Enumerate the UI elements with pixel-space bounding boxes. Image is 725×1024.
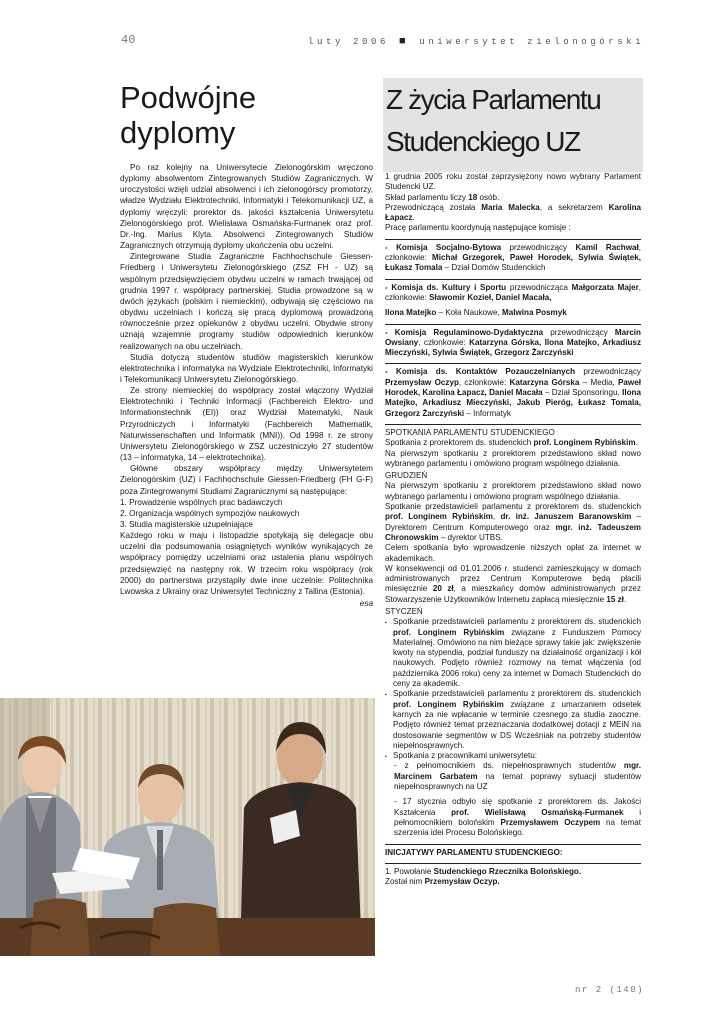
right-title-line2: Studenckiego UZ — [386, 126, 580, 157]
issue-date: luty 2006 — [308, 37, 390, 47]
list-item: 2. Organizacja wspólnych sympozjów naukowych — [120, 508, 300, 518]
list-item: 3. Studia magisterskie uzupełniające — [120, 520, 253, 529]
left-title-line1: Podwójne — [120, 80, 257, 115]
issue-number: nr 2 (140) — [575, 985, 645, 995]
meeting-text: Na pierwszym spotkaniu z prorektorem przedstawiono skład nowo wybranego parlamentu i omówiono program wspólnego działania. — [385, 448, 641, 468]
graduates-photo — [0, 698, 375, 956]
left-paragraph: Studia dotyczą studentów studiów magisterskich kierunków elektrotechnika i informatyka na Wydziale Elektrotechniki, Informatyki i Telekomunikacji Uniwersytetu Zielonogórskiego. — [120, 352, 373, 384]
january-item: ▪ Spotkanie przedstawicieli parlamentu z prorektorem ds. studenckich prof. Longinem Rybińskim związane z umarzaniem odsetek karnych za nie wpłacanie w terminie czesnego za studia zaoczne. Podjęto również temat przeznaczania dodatkowej dotacji z MEiN na dostosowanie segmentów w DS Wcześniak na potrzeby studentów niepełnosprawnych. — [385, 689, 641, 751]
page-number: 40 — [121, 33, 136, 47]
december-goal: Celem spotkania było wprowadzenie niższych opłat za internet w akademikach. — [385, 543, 641, 563]
section-meetings-heading: SPOTKANIA PARLAMENTU STUDENCKIEGO — [385, 424, 641, 438]
author-signature: esa — [359, 599, 373, 609]
committees-intro: Pracę parlamentu koordynują następujące komisje : — [385, 223, 571, 233]
chair-line: Przewodniczącą została Maria Malecka, a sekretarzem Karolina Łapacz. — [385, 202, 642, 223]
left-article-body — [120, 162, 373, 609]
left-closing-paragraph: Każdego roku w maju i listopadzie spotykają się delegacje obu uczelni dla podsumowania osiągniętych wyników wynikających ze współpracy pomiędzy uczelniami oraz ustalenia planu wspólnych przedsięwzięć na następny rok. W trzecim roku współpracy (rok 2000) do partnerstwa przystąpiły dwie inne uczelnie: Politechnika Lwowska z Ukrainy oraz Uniwersytet Techniczny z Tallina (Estonia). — [120, 531, 373, 596]
left-paragraph: Po raz kolejny na Uniwersytecie Zielonogórskim wręczono dyplomy absolwentom Zintegrowanych Studiów Zagranicznych. W uroczystości wzięli udział absolwenci i ich zielonogórscy promotorzy, władze Wydziału Elektrotechniki, Informatyki i Telekomunikacji UZ, a dyplomy wręczyli: prorektor ds. jakości kształcenia Uniwersytetu Zielonogórskiego prof. Wielisława Osmańska-Furmanek oraz prof. Dr.-Ing. Marius Klyta. Absolwenci Zintegrowanych Studiów Zagranicznych otrzymują dyplomy ukończenia obu uczelni. — [120, 163, 373, 251]
january-item: ▪ Spotkania z pracownikami uniwersytetu: — [385, 751, 641, 761]
initiative-item: 1. Powołanie Studenckiego Rzecznika Bolońskiego. — [385, 863, 641, 877]
left-article-title — [120, 80, 256, 150]
committee-culture: - Komisja ds. Kultury i Sportu przewodnicząca Małgorzata Majer, członkowie: Sławomir Kozieł, Daniel Macała, — [385, 279, 641, 304]
january-subitem: - z pełnomocnikiem ds. niepełnosprawnych studentów mgr. Marcinem Garbatem na temat poprawy sytuacji studentów niepełnosprawnych na UZ — [394, 761, 641, 792]
committee-culture-extra: Ilona Matejko – Koła Naukowe, Malwina Posmyk — [385, 308, 567, 318]
left-paragraph: Główne obszary współpracy między Uniwersytetem Zielonogórskim (UZ) i Fachhochschule Giessen-Friedberg (FH G-F) poza Zintegrowanymi Studiami Zagranicznymi są następujące: — [120, 464, 373, 496]
month-january: STYCZEŃ — [385, 606, 423, 616]
right-article-body — [385, 172, 641, 887]
meeting-prorector: Spotkania z prorektorem ds. studenckich prof. Longinem Rybińskim. — [385, 438, 638, 448]
december-text: Na pierwszym spotkaniu z prorektorem przedstawiono skład nowo wybranego parlamentu i omówiono program wspólnego działania. — [385, 481, 641, 501]
month-december: GRUDZIEŃ — [385, 471, 428, 481]
committee-external-contacts: - Komisja ds. Kontaktów Pozauczelnianych przewodniczący Przemysław Oczyp, członkowie: Katarzyna Górska – Media, Paweł Horodek, Karolina Łapacz, Daniel Macała – Dział Sponsoringu, Ilona Matejko, Arkadiusz Mieczyński, Jakub Pieróg, Łukasz Tomala, Grzegorz Żarczyński – Informatyk — [385, 363, 641, 418]
right-title-line1: Z życia Parlamentu — [386, 84, 601, 115]
members-line: Skład parlamentu liczy 18 osób. — [385, 192, 500, 202]
left-title-line2: dyplomy — [120, 115, 236, 150]
january-item: ▪ Spotkanie przedstawicieli parlamentu z prorektorem ds. studenckich prof. Longinem Rybińskim związane z Funduszem Pomocy Materialnej. Omówiono na nim bieżące sprawy takie jak: zwiększenie kwoty na stypendia, podział funduszy na działalność organizacji i kół naukowych. Podjęto również rozmowy na temat włączenia (od października 2006 roku) ceny za internet w Domach Studenckich do ceny za akademik. — [385, 617, 641, 689]
december-meeting: Spotkanie przedstawicieli parlamentu z prorektorem ds. studenckich prof. Longinem Rybińskim, dr. inż. Januszem Baranowskim – Dyrektorem Centrum Komputerowego oraz mgr. inż. Tadeuszem Chronowskim – dyrektor UTBS. — [385, 502, 641, 542]
committee-social: - Komisja Socjalno-Bytowa przewodniczący Kamil Rachwał, członkowie: Michał Grzegorek, Paweł Horodek, Sylwia Świątek, Łukasz Tomala – Dział Domów Studenckich — [385, 239, 641, 274]
initiative-item-detail: Został nim Przemysław Oczyp. — [385, 877, 500, 887]
header-separator: ■ — [399, 36, 410, 48]
committee-regulations: - Komisja Regulaminowo-Dydaktyczna przewodniczący Marcin Owsiany, członkowie: Katarzyna Górska, Ilona Matejko, Arkadiusz Mieczyński, Sylwia Świątek, Grzegorz Żarczyński — [385, 324, 641, 359]
january-subitem: - 17 stycznia odbyło się spotkanie z prorektorem ds. Jakości Kształcenia prof. Wielisławą Osmańską-Furmanek i pełnomocnikiem bolońskim Przemysławem Oczypem na temat szerzenia idei Procesu Bolońskiego. — [394, 797, 642, 838]
list-item: 1. Prowadzenie wspólnych prac badawczych — [120, 497, 283, 507]
december-fees: W konsekwencji od 01.01.2006 r. studenci zamieszkujący w domach administrowanych przez Centrum Komputerowe będą płacili miesięcznie 20 zł, a mieszkańcy domów administrowanych przez Stowarzyszenie Użytkowników Internetu zapłacą miesięcznie 15 zł. — [385, 563, 641, 604]
running-header — [308, 36, 644, 48]
university-name: uniwersytet zielonogórski — [419, 37, 645, 47]
initiatives-heading: INICJATYWY PARLAMENTU STUDENCKIEGO: — [385, 844, 641, 858]
intro-paragraph: 1 grudnia 2005 roku został zaprzysiężony nowo wybrany Parlament Studencki UZ. — [385, 172, 641, 192]
right-article-title — [383, 78, 643, 172]
left-paragraph: Zintegrowane Studia Zagraniczne Fachhochschule Giessen-Friedberg i Uniwersytetu Zielonogórskiego (ZSZ FH - UZ) są wspólnym przedsięwzięciem obydwu uczelni w ramach trwającej od grudnia 1997 r. współpracy partnerskiej. Studia prowadzone są w dwóch językach (polskim i niemieckim), odbywają się częściowo na obydwu uczelniach i kończą się pracą dyplomową prowadzoną równocześnie przez opiekunów z obydwu uczelni. Obydwie strony uznają wzajemnie programy studiów odpowiednich kierunków realizowanych na obu uczelniach. — [120, 252, 373, 351]
left-paragraph: Ze strony niemieckiej do współpracy został włączony Wydział Elektrotechniki i Techniki Informacji (Fachbereich Elektro- und Informationstechnik (EI)) oraz Wydział Matematyki, Nauk Przyrodniczych i Informatyki (Fachbereich Mathematik, Naturwissenschaften und Informatik (MNI)). Od 1998 r. ze strony Uniwersytetu Zielonogórskiego w ZSZ uczestniczyło 27 studentów (13 – informatyka, 14 – elektrotechnika). — [120, 386, 373, 463]
